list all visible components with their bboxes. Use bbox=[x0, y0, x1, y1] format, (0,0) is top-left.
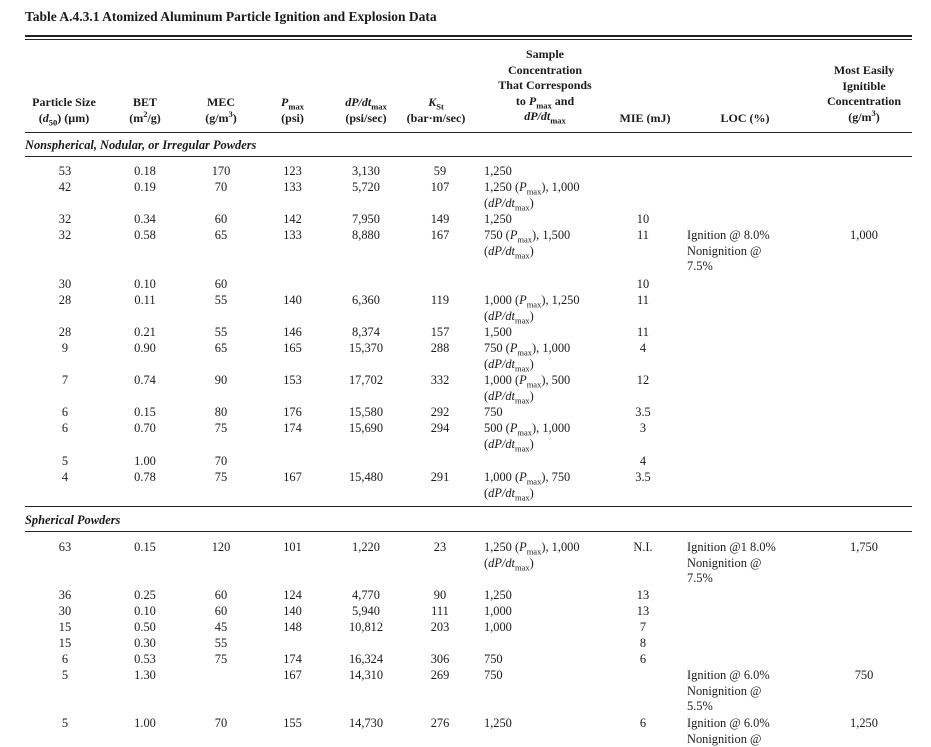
cell-kst: 111 bbox=[431, 604, 449, 618]
header-mie: MIE (mJ) bbox=[619, 111, 671, 125]
header-mec: MEC $(g/m^3)$ bbox=[205, 95, 237, 125]
cell-loc-line: Nonignition @ bbox=[687, 683, 762, 698]
cell-dpdt: 3,130 bbox=[352, 164, 380, 178]
cell-size: 36 bbox=[58, 588, 72, 602]
cell-size: 28 bbox=[58, 293, 72, 307]
cell-dpdt: 5,720 bbox=[352, 180, 380, 194]
cell-sample-line: 750 bbox=[484, 668, 503, 682]
cell-sample-line: 1,250 $(P_{max})$, 1,000 bbox=[484, 540, 580, 557]
cell-mie: 10 bbox=[636, 277, 650, 291]
cell-dpdt: 1,220 bbox=[352, 540, 380, 554]
cell-sample-line: 1,250 $(P_{max})$, 1,000 bbox=[484, 180, 580, 197]
cell-loc-line: 7.5% bbox=[687, 571, 713, 585]
cell-easy: 1,000 bbox=[850, 228, 878, 242]
section-1-rule bbox=[25, 156, 912, 157]
cell-kst: 90 bbox=[433, 588, 447, 602]
cell-sample bbox=[484, 180, 624, 211]
cell-bet: 0.11 bbox=[134, 293, 156, 307]
cell-pmax: 124 bbox=[283, 588, 302, 602]
cell-dpdt: 14,310 bbox=[348, 668, 384, 682]
cell-mie: 7 bbox=[639, 620, 647, 634]
header-rule bbox=[25, 132, 912, 133]
cell-mec: 70 bbox=[214, 454, 228, 468]
cell-pmax: 133 bbox=[283, 228, 302, 242]
cell-mie: 11 bbox=[637, 325, 649, 339]
cell-kst: 149 bbox=[430, 212, 450, 226]
cell-mec: 55 bbox=[214, 325, 228, 339]
cell-pmax: 101 bbox=[283, 540, 302, 554]
table-title: Table A.4.3.1 Atomized Aluminum Particle Ignition and Explosion Data bbox=[25, 9, 437, 24]
cell-mie: 6 bbox=[639, 716, 647, 730]
header-particle-size: Particle Size $(d_{50})$ (µm) bbox=[32, 95, 96, 127]
cell-mie: 11 bbox=[637, 293, 649, 307]
cell-dpdt: 4,770 bbox=[352, 588, 380, 602]
cell-dpdt: 5,940 bbox=[352, 604, 380, 618]
cell-size: 5 bbox=[61, 454, 69, 468]
cell-sample-line: 1,250 bbox=[484, 716, 512, 730]
cell-kst: 167 bbox=[430, 228, 450, 242]
cell-mec: 75 bbox=[214, 421, 228, 435]
cell-sample-line: 750 $(P_{max})$, 1,000 bbox=[484, 341, 571, 358]
cell-pmax: 146 bbox=[283, 325, 302, 339]
cell-loc-line: Nonignition @ bbox=[687, 243, 762, 258]
cell-mec: 65 bbox=[214, 228, 228, 242]
cell-loc-line: Ignition @ 6.0% bbox=[687, 716, 770, 730]
section-title-spherical: Spherical Powders bbox=[25, 513, 121, 527]
cell-kst: 292 bbox=[430, 405, 450, 419]
cell-pmax: 167 bbox=[283, 668, 302, 682]
cell-mec: 45 bbox=[214, 620, 228, 634]
cell-size: 30 bbox=[58, 277, 72, 291]
cell-size: 5 bbox=[61, 668, 69, 682]
cell-size: 4 bbox=[61, 470, 69, 484]
cell-sample bbox=[484, 405, 624, 421]
cell-sample-line: 1,000 $(P_{max})$, 1,250 bbox=[484, 293, 580, 310]
cell-bet: 0.78 bbox=[134, 470, 156, 484]
cell-loc bbox=[687, 668, 807, 715]
cell-mec: 60 bbox=[214, 588, 228, 602]
cell-pmax: 153 bbox=[283, 373, 302, 387]
cell-dpdt: 16,324 bbox=[348, 652, 384, 666]
cell-kst: 203 bbox=[430, 620, 450, 634]
cell-size: 53 bbox=[58, 164, 72, 178]
cell-loc-line: Ignition @1 8.0% bbox=[687, 540, 776, 554]
cell-dpdt: 15,480 bbox=[348, 470, 384, 484]
cell-bet: 1.30 bbox=[134, 668, 156, 682]
cell-bet: 0.53 bbox=[134, 652, 156, 666]
cell-size: 28 bbox=[58, 325, 72, 339]
cell-mec: 70 bbox=[214, 716, 228, 730]
cell-sample-line: 750 $(P_{max})$, 1,500 bbox=[484, 228, 571, 245]
cell-kst: 157 bbox=[430, 325, 450, 339]
cell-mec: 70 bbox=[214, 180, 228, 194]
cell-bet: 0.25 bbox=[134, 588, 156, 602]
cell-sample-line: 1,250 bbox=[484, 212, 512, 226]
cell-mie: 13 bbox=[636, 604, 650, 618]
cell-pmax: 140 bbox=[283, 293, 302, 307]
cell-kst: 291 bbox=[430, 470, 450, 484]
cell-sample-line: 1,500 bbox=[484, 325, 512, 339]
cell-sample bbox=[484, 325, 624, 341]
cell-mec: 170 bbox=[211, 164, 231, 178]
cell-loc bbox=[687, 540, 807, 587]
cell-pmax: 165 bbox=[283, 341, 302, 355]
cell-loc-line: 7.5% bbox=[687, 259, 713, 273]
cell-sample-line: $(dP/dt_{max})$ bbox=[484, 243, 534, 260]
cell-sample bbox=[484, 164, 624, 180]
cell-bet: 0.90 bbox=[134, 341, 156, 355]
cell-sample-line: $(dP/dt_{max})$ bbox=[484, 308, 534, 325]
cell-sample bbox=[484, 620, 624, 636]
cell-bet: 0.18 bbox=[134, 164, 156, 178]
cell-sample bbox=[484, 652, 624, 668]
cell-mie: 6 bbox=[639, 652, 647, 666]
cell-loc-line: Ignition @ 6.0% bbox=[687, 668, 770, 682]
cell-bet: 0.34 bbox=[134, 212, 156, 226]
header-most-easily-ignitible: Most Easily Ignitible Concentration $(g/m^3)$ bbox=[827, 63, 901, 124]
cell-pmax: 148 bbox=[283, 620, 302, 634]
cell-bet: 0.70 bbox=[134, 421, 156, 435]
cell-easy: 1,250 bbox=[850, 716, 878, 730]
cell-bet: 1.00 bbox=[134, 454, 156, 468]
header-kst: $K_{St}$ (bar·m/sec) bbox=[406, 95, 466, 125]
cell-sample-line: $(dP/dt_{max})$ bbox=[484, 195, 534, 212]
cell-sample-line: $(dP/dt_{max})$ bbox=[484, 388, 534, 405]
cell-dpdt: 15,370 bbox=[348, 341, 384, 355]
cell-kst: 306 bbox=[430, 652, 450, 666]
cell-size: 9 bbox=[61, 341, 69, 355]
cell-sample bbox=[484, 341, 624, 372]
cell-bet: 0.74 bbox=[134, 373, 156, 387]
cell-size: 6 bbox=[61, 652, 69, 666]
cell-pmax: 167 bbox=[283, 470, 302, 484]
cell-loc-line: Nonignition @ bbox=[687, 555, 762, 570]
cell-pmax: 123 bbox=[283, 164, 302, 178]
cell-sample bbox=[484, 470, 624, 501]
cell-mec: 55 bbox=[214, 636, 228, 650]
cell-kst: 332 bbox=[430, 373, 450, 387]
cell-sample-line: $(dP/dt_{max})$ bbox=[484, 555, 534, 572]
cell-dpdt: 8,374 bbox=[352, 325, 380, 339]
cell-size: 6 bbox=[61, 421, 69, 435]
cell-sample-line: 1,000 bbox=[484, 620, 512, 634]
cell-sample-line: 1,250 bbox=[484, 588, 512, 602]
cell-sample-line: $(dP/dt_{max})$ bbox=[484, 485, 534, 502]
cell-size: 5 bbox=[61, 716, 69, 730]
cell-bet: 0.15 bbox=[134, 540, 156, 554]
cell-dpdt: 7,950 bbox=[352, 212, 380, 226]
cell-pmax: 155 bbox=[283, 716, 302, 730]
cell-mie: 13 bbox=[636, 588, 650, 602]
cell-mec: 60 bbox=[214, 277, 228, 291]
cell-sample bbox=[484, 668, 624, 684]
cell-mie: 3.5 bbox=[635, 470, 651, 484]
cell-kst: 288 bbox=[430, 341, 450, 355]
cell-mec: 55 bbox=[214, 293, 228, 307]
section-divider-rule bbox=[25, 506, 912, 507]
cell-loc-line: 5.5% bbox=[687, 699, 713, 713]
cell-mie: 4 bbox=[639, 454, 647, 468]
cell-mie: N.I. bbox=[633, 540, 653, 554]
cell-kst: 107 bbox=[430, 180, 450, 194]
cell-bet: 1.00 bbox=[134, 716, 156, 730]
cell-size: 7 bbox=[61, 373, 69, 387]
cell-sample-line: 1,000 $(P_{max})$, 750 bbox=[484, 470, 571, 487]
cell-sample bbox=[484, 716, 624, 732]
cell-pmax: 174 bbox=[283, 652, 302, 666]
header-dpdt: $dP/dt_{max}$ (psi/sec) bbox=[345, 95, 387, 125]
cell-dpdt: 6,360 bbox=[352, 293, 380, 307]
cell-sample-line: $(dP/dt_{max})$ bbox=[484, 356, 534, 373]
cell-kst: 294 bbox=[430, 421, 450, 435]
cell-dpdt: 15,690 bbox=[348, 421, 384, 435]
top-rule-thick bbox=[25, 35, 912, 37]
cell-sample bbox=[484, 540, 624, 571]
cell-kst: 276 bbox=[430, 716, 450, 730]
cell-mie: 8 bbox=[639, 636, 647, 650]
cell-dpdt: 14,730 bbox=[348, 716, 384, 730]
cell-dpdt: 17,702 bbox=[348, 373, 384, 387]
cell-bet: 0.15 bbox=[134, 405, 156, 419]
cell-sample-line: 1,000 bbox=[484, 604, 512, 618]
cell-loc bbox=[687, 228, 807, 275]
cell-sample bbox=[484, 421, 624, 452]
cell-kst: 59 bbox=[433, 164, 447, 178]
cell-sample bbox=[484, 604, 624, 620]
cell-kst: 269 bbox=[430, 668, 450, 682]
cell-size: 63 bbox=[58, 540, 72, 554]
cell-pmax: 176 bbox=[283, 405, 302, 419]
cell-bet: 0.10 bbox=[134, 277, 156, 291]
cell-size: 30 bbox=[58, 604, 72, 618]
cell-mie: 12 bbox=[636, 373, 650, 387]
cell-pmax: 174 bbox=[283, 421, 302, 435]
cell-pmax: 142 bbox=[283, 212, 302, 226]
cell-size: 42 bbox=[58, 180, 72, 194]
cell-bet: 0.19 bbox=[134, 180, 156, 194]
header-bet: BET $(m^2/g)$ bbox=[129, 95, 161, 125]
cell-easy: 1,750 bbox=[850, 540, 878, 554]
cell-pmax: 140 bbox=[283, 604, 302, 618]
cell-mie: 3.5 bbox=[635, 405, 651, 419]
cell-size: 15 bbox=[58, 636, 72, 650]
cell-kst: 119 bbox=[430, 293, 450, 307]
cell-dpdt: 15,580 bbox=[348, 405, 384, 419]
section-2-rule bbox=[25, 531, 912, 532]
cell-sample-line: 500 $(P_{max})$, 1,000 bbox=[484, 421, 571, 438]
section-title-nonspherical: Nonspherical, Nodular, or Irregular Powders bbox=[25, 138, 257, 152]
cell-bet: 0.21 bbox=[134, 325, 156, 339]
cell-sample bbox=[484, 212, 624, 228]
cell-sample-line: 1,250 bbox=[484, 164, 512, 178]
cell-size: 15 bbox=[58, 620, 72, 634]
cell-bet: 0.30 bbox=[134, 636, 156, 650]
cell-dpdt: 8,880 bbox=[352, 228, 380, 242]
cell-mie: 4 bbox=[639, 341, 647, 355]
cell-mec: 65 bbox=[214, 341, 228, 355]
cell-sample-line: $(dP/dt_{max})$ bbox=[484, 436, 534, 453]
cell-sample-line: 750 bbox=[484, 405, 503, 419]
cell-loc-line: Nonignition @ bbox=[687, 731, 762, 746]
cell-loc bbox=[687, 716, 807, 747]
cell-kst: 23 bbox=[433, 540, 447, 554]
cell-sample bbox=[484, 228, 624, 259]
cell-sample bbox=[484, 588, 624, 604]
cell-mec: 60 bbox=[214, 604, 228, 618]
cell-sample bbox=[484, 293, 624, 324]
header-pmax: $P_{max}$ (psi) bbox=[281, 95, 304, 125]
cell-mec: 120 bbox=[211, 540, 231, 554]
cell-size: 32 bbox=[58, 228, 72, 242]
cell-bet: 0.50 bbox=[134, 620, 156, 634]
cell-sample-line: 750 bbox=[484, 652, 503, 666]
header-sample-concentration: Sample Concentration That Corresponds to $P_{max}$ and $dP/dt_{max}$ bbox=[498, 47, 592, 126]
header-loc: LOC (%) bbox=[720, 111, 770, 125]
cell-mie: 10 bbox=[636, 212, 650, 226]
top-rule-thin bbox=[25, 39, 912, 40]
cell-mie: 11 bbox=[637, 228, 649, 242]
cell-sample-line: 1,000 $(P_{max})$, 500 bbox=[484, 373, 571, 390]
cell-bet: 0.58 bbox=[134, 228, 156, 242]
cell-mec: 80 bbox=[214, 405, 228, 419]
cell-size: 32 bbox=[58, 212, 72, 226]
cell-easy: 750 bbox=[854, 668, 874, 682]
cell-dpdt: 10,812 bbox=[348, 620, 384, 634]
cell-sample bbox=[484, 373, 624, 404]
cell-mie: 3 bbox=[639, 421, 647, 435]
cell-pmax: 133 bbox=[283, 180, 302, 194]
cell-mec: 75 bbox=[214, 652, 228, 666]
cell-bet: 0.10 bbox=[134, 604, 156, 618]
cell-loc-line: Ignition @ 8.0% bbox=[687, 228, 770, 242]
cell-mec: 75 bbox=[214, 470, 228, 484]
cell-size: 6 bbox=[61, 405, 69, 419]
cell-mec: 60 bbox=[214, 212, 228, 226]
cell-mec: 90 bbox=[214, 373, 228, 387]
